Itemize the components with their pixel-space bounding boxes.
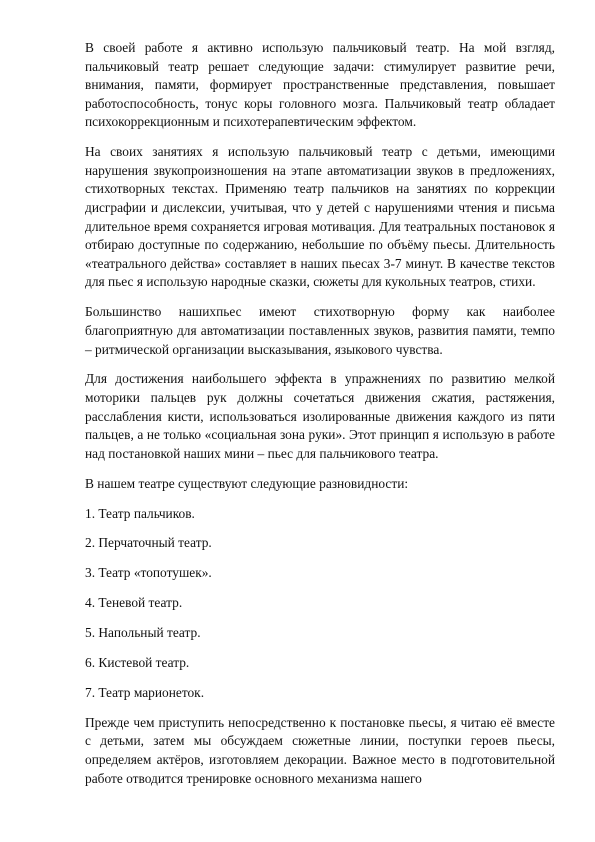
list-item: 3. Театр «топотушек». xyxy=(85,565,212,581)
list-item: 7. Театр марионеток. xyxy=(85,684,205,700)
theatre-types-intro: В нашем театре существуют следующие разновидности: xyxy=(85,475,409,491)
list-item: 6. Кистевой театр. xyxy=(85,655,190,670)
list-item: 1. Театр пальчиков. xyxy=(85,505,195,521)
paragraph-verse-form: Большинство нашихпьес имеют стихотворную форму как наиболее благоприятную для автоматизации поставленных звуков, развития памяти, темпо – ритмической организации высказывания, языкового чувства. xyxy=(85,304,555,357)
list-item: 5. Напольный театр. xyxy=(85,625,201,641)
theatre-types-list xyxy=(85,505,555,703)
list-item: 4. Теневой театр. xyxy=(85,595,183,611)
paragraph-motor-skills: Для достижения наибольшего эффекта в упражнениях по развитию мелкой моторики пальцев рук должны сочетаться движения сжатия, растяжения, расслабления кисти, использоваться изолированные движения каждого из пяти пальцев, а не только «социальная зона руки». Этот принцип я использую в работе над постановкой наших мини – пьес для пальчикового театра. xyxy=(85,371,555,461)
paragraph-preparation: Прежде чем приступить непосредственно к постановке пьесы, я читаю её вместе с детьми, затем мы обсуждаем сюжетные линии, поступки героев пьесы, определяем актёров, изготовляем декорации. Важное место в подготовительной работе отводится тренировке основного механизма нашего xyxy=(85,714,555,786)
paragraph-intro: В своей работе я активно использую пальчиковый театр. На мой взгляд, пальчиковый театр решает следующие задачи: стимулирует развитие речи, внимания, памяти, формирует пространственные представления, повышает работоспособность, тонус коры головного мозга. Пальчиковый театр обладает психокоррекционным и психотерапевтическим эффектом. xyxy=(85,40,555,130)
paragraph-lessons: На своих занятиях я использую пальчиковый театр с детьми, имеющими нарушения звукопроизношения на этапе автоматизации звуков в предложениях, стихотворных текстах. Применяю театр пальчиков на занятиях по коррекции дисграфии и дислексии, учитывая, что у детей с нарушениями чтения и письма длительное время сохраняется игровая мотивация. Для театральных постановок я отбираю доступные по содержанию, небольшие по объёму пьесы. Длительность «театрального действа» составляет в наших пьесах 3-7 минут. В качестве текстов для пьес я использую народные сказки, сюжеты для кукольных театров, стихи. xyxy=(85,144,555,290)
document-page xyxy=(85,39,555,799)
list-item: 2. Перчаточный театр. xyxy=(85,535,212,551)
